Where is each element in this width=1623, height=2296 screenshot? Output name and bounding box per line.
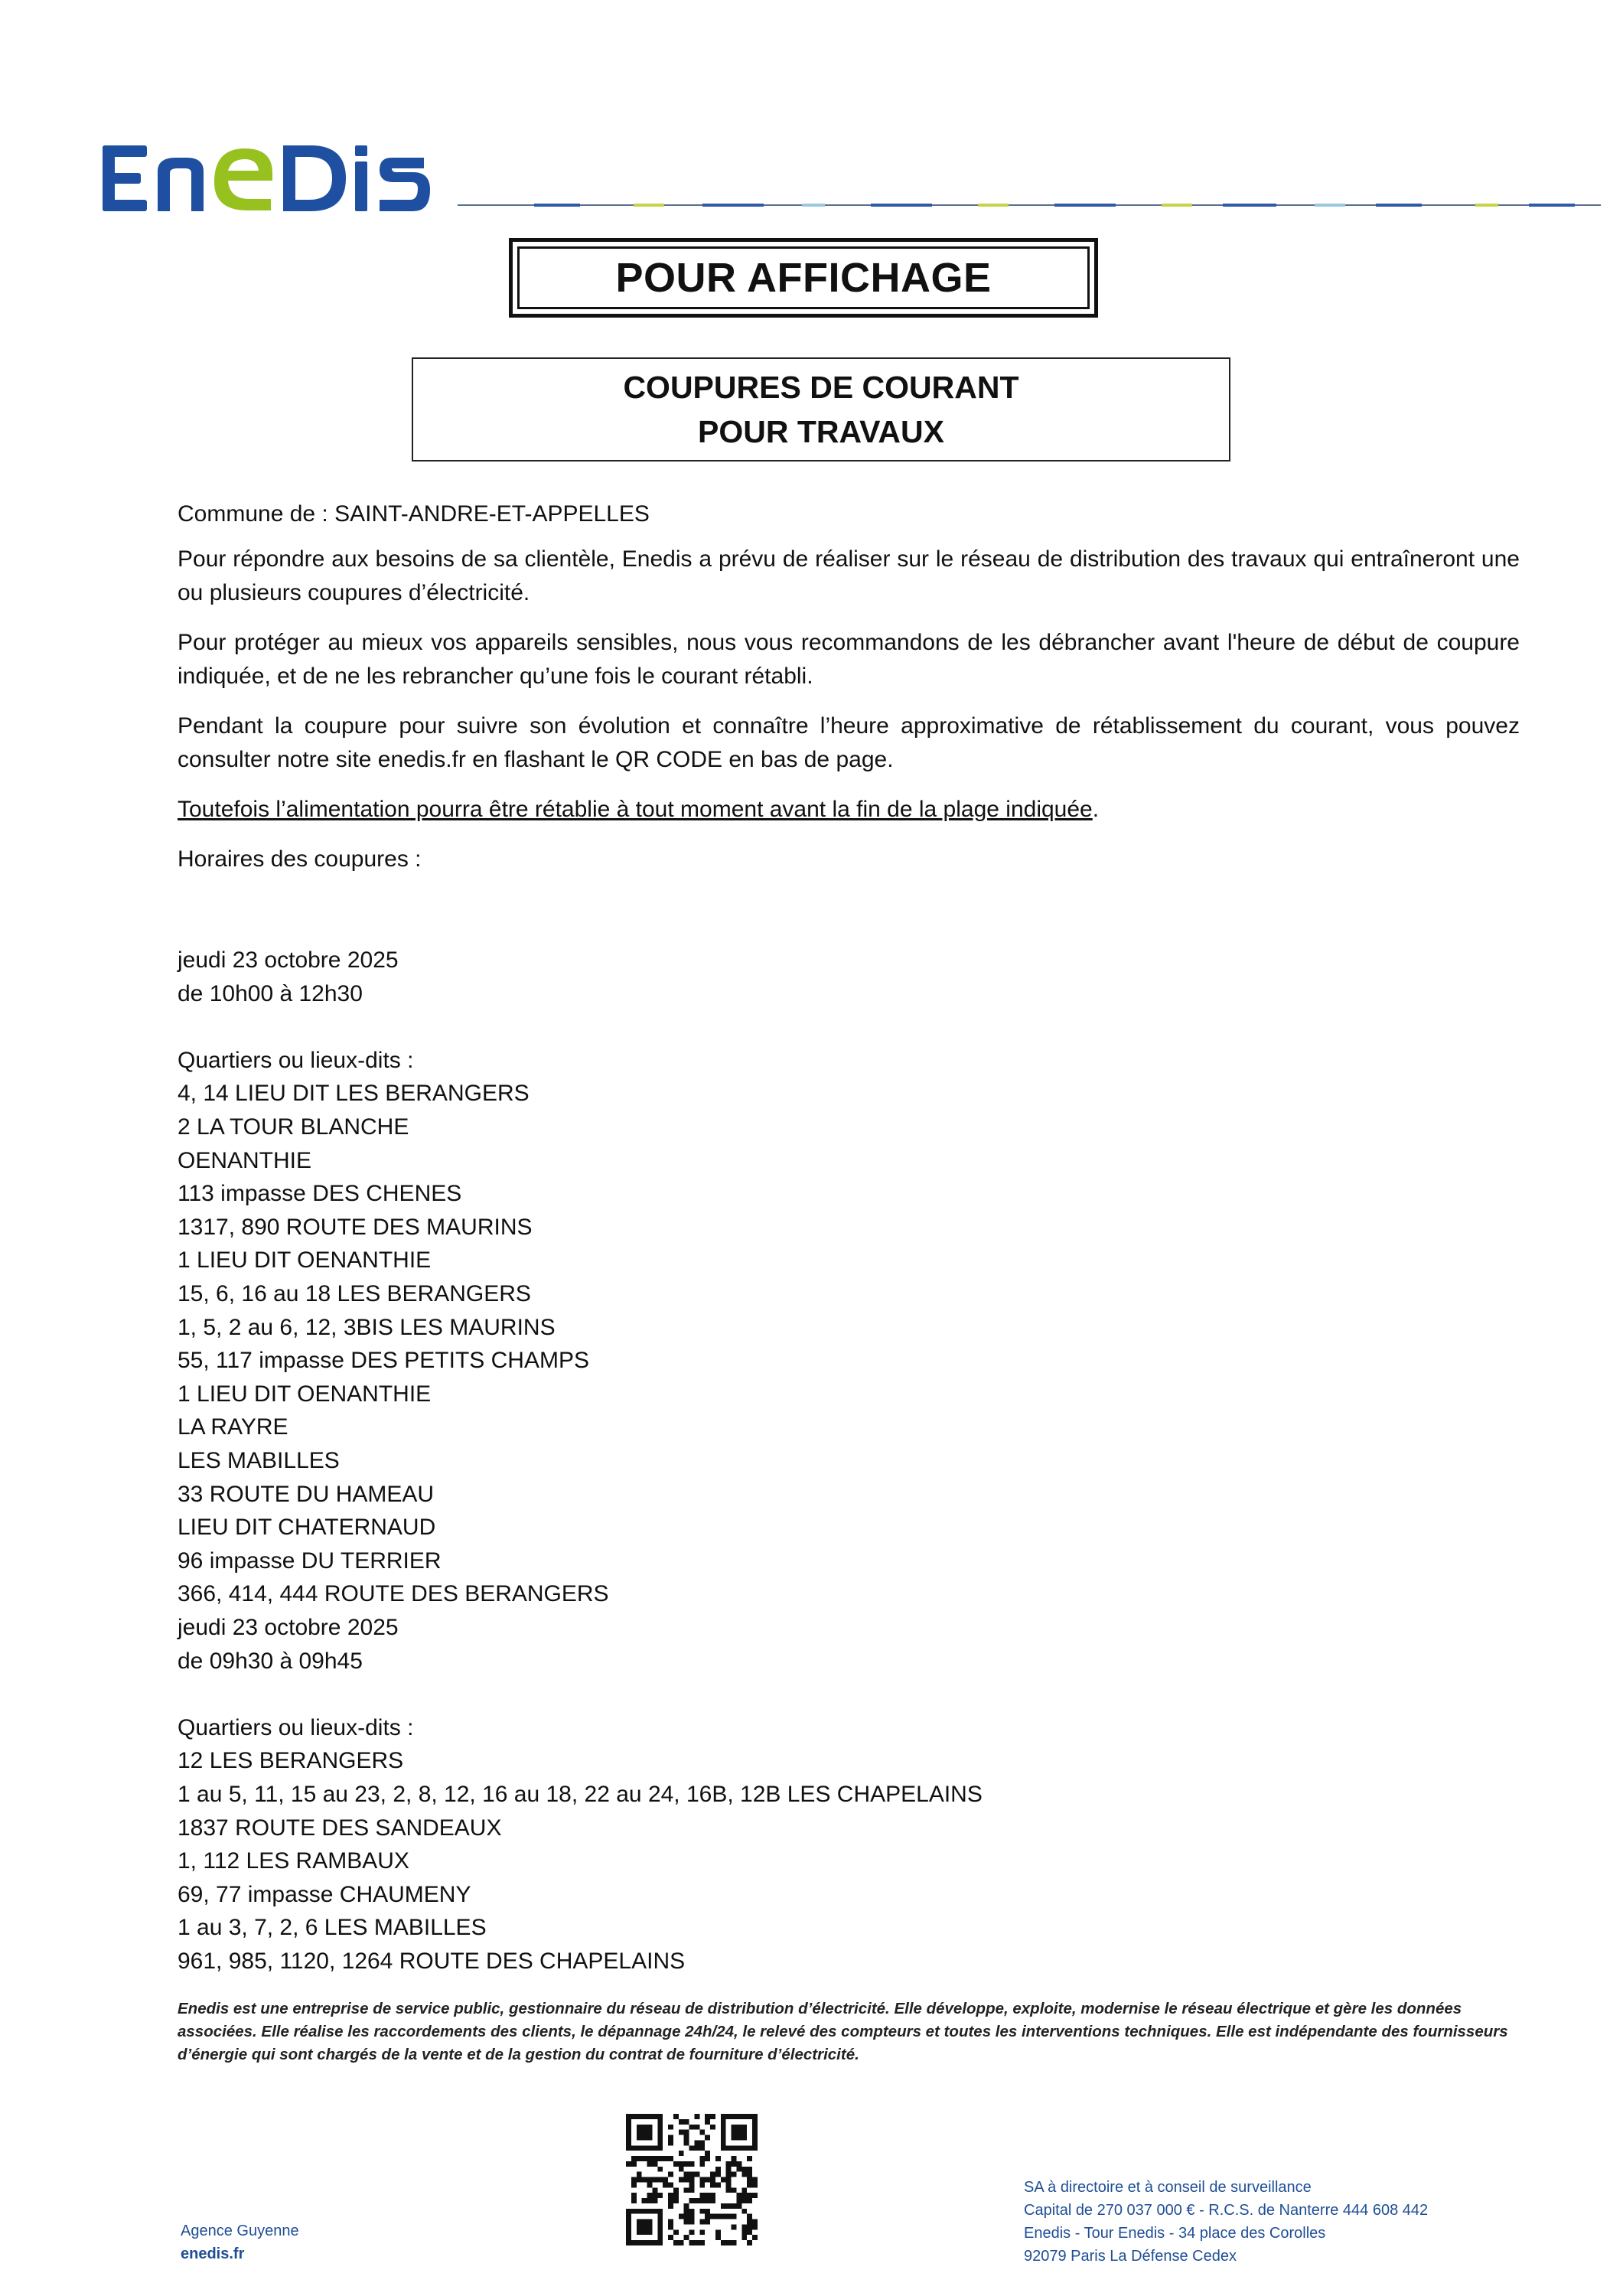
company-line: Capital de 270 037 000 € - R.C.S. de Nanterre 444 608 442: [1024, 2202, 1429, 2219]
list-item: 1, 5, 2 au 6, 12, 3BIS LES MAURINS: [178, 1314, 556, 1340]
legal-notice: Enedis est une entreprise de service public, gestionnaire du réseau de distribution d’électricité. Elle développe, exploite, modernise le réseau électrique et gère les données associées. Elle réalise les raccordements des clients, le dépannage 24h/24, le relevé des compteurs et toutes les interventions techniques. Elle est indépendante des fournisseurs d’énergie qui sont chargés de la vente et de la gestion du contrat de fourniture d’électricité.: [178, 2000, 1508, 2063]
notice-line: [178, 793, 1099, 827]
qr-code-icon[interactable]: [626, 2114, 758, 2245]
page-title: POUR AFFICHAGE: [517, 246, 1090, 309]
company-line: SA à directoire et à conseil de surveillance: [1024, 2179, 1312, 2196]
list-item: LA RAYRE: [178, 1414, 288, 1440]
company-line: Enedis - Tour Enedis - 34 place des Corolles: [1024, 2225, 1326, 2242]
agency-block: [181, 2219, 299, 2265]
list-item: 33 ROUTE DU HAMEAU: [178, 1481, 435, 1507]
company-line: 92079 Paris La Défense Cedex: [1024, 2248, 1237, 2265]
list-item: 2 LA TOUR BLANCHE: [178, 1114, 409, 1140]
company-info: [1024, 2176, 1428, 2268]
subtitle-line-2: POUR TRAVAUX: [698, 414, 944, 449]
places-label: Quartiers ou lieux-dits :: [178, 1047, 414, 1073]
notice-period: .: [1092, 797, 1100, 822]
protection-paragraph: Pour protéger au mieux vos appareils sensibles, nous vous recommandons de les débrancher avant l'heure de début de coupure indiquée, et de ne les rebrancher qu’une fois le courant rétabli.: [178, 630, 1520, 689]
list-item: 69, 77 impasse CHAUMENY: [178, 1881, 471, 1907]
list-item: 1, 112 LES RAMBAUX: [178, 1848, 409, 1874]
outage-time: de 09h30 à 09h45: [178, 1648, 363, 1674]
outage-block-2: [178, 1611, 983, 1978]
agency-name: Agence Guyenne: [181, 2223, 299, 2239]
list-item: OENANTHIE: [178, 1147, 312, 1173]
outage-time: de 10h00 à 12h30: [178, 980, 363, 1006]
tracking-paragraph: Pendant la coupure pour suivre son évolution et connaître l’heure approximative de rétablissement du courant, vous pouvez consulter notre site enedis.fr en flashant le QR CODE en bas de page.: [178, 713, 1520, 772]
list-item: 1 au 3, 7, 2, 6 LES MABILLES: [178, 1915, 487, 1941]
list-item: 1837 ROUTE DES SANDEAUX: [178, 1815, 502, 1841]
list-item: 4, 14 LIEU DIT LES BERANGERS: [178, 1081, 530, 1107]
places-label: Quartiers ou lieux-dits :: [178, 1714, 414, 1740]
list-item: 12 LES BERANGERS: [178, 1748, 404, 1774]
outage-date: jeudi 23 octobre 2025: [178, 1615, 399, 1640]
list-item: 1 LIEU DIT OENANTHIE: [178, 1247, 432, 1274]
enedis-logo: [103, 136, 455, 220]
list-item: 1 LIEU DIT OENANTHIE: [178, 1381, 432, 1407]
list-item: 55, 117 impasse DES PETITS CHAMPS: [178, 1348, 589, 1374]
commune-line: Commune de : SAINT-ANDRE-ET-APPELLES: [178, 501, 650, 527]
list-item: 96 impasse DU TERRIER: [178, 1548, 442, 1574]
notice-text: Toutefois l’alimentation pourra être rétablie à tout moment avant la fin de la plage indiquée: [178, 797, 1093, 822]
logo-rule: [458, 201, 1601, 210]
intro-paragraph: Pour répondre aux besoins de sa clientèle, Enedis a prévu de réaliser sur le réseau de distribution des travaux qui entraîneront une ou plusieurs coupures d’électricité.: [178, 546, 1520, 605]
list-item: LIEU DIT CHATERNAUD: [178, 1515, 436, 1541]
list-item: 1317, 890 ROUTE DES MAURINS: [178, 1214, 533, 1240]
subtitle-line-1: COUPURES DE COURANT: [623, 370, 1019, 405]
list-item: 366, 414, 444 ROUTE DES BERANGERS: [178, 1581, 609, 1607]
subtitle-box: [412, 357, 1230, 461]
list-item: 113 impasse DES CHENES: [178, 1181, 462, 1207]
outage-date: jeudi 23 octobre 2025: [178, 947, 399, 973]
list-item: 1 au 5, 11, 15 au 23, 2, 8, 12, 16 au 18, 22 au 24, 16B, 12B LES CHAPELAINS: [178, 1781, 983, 1807]
outage-block-1: [178, 944, 609, 1611]
list-item: LES MABILLES: [178, 1447, 340, 1473]
list-item: 961, 985, 1120, 1264 ROUTE DES CHAPELAINS: [178, 1948, 686, 1974]
list-item: 15, 6, 16 au 18 LES BERANGERS: [178, 1280, 531, 1306]
schedule-heading: Horaires des coupures :: [178, 846, 422, 872]
website-link[interactable]: enedis.fr: [181, 2245, 245, 2262]
title-frame: [509, 238, 1098, 318]
